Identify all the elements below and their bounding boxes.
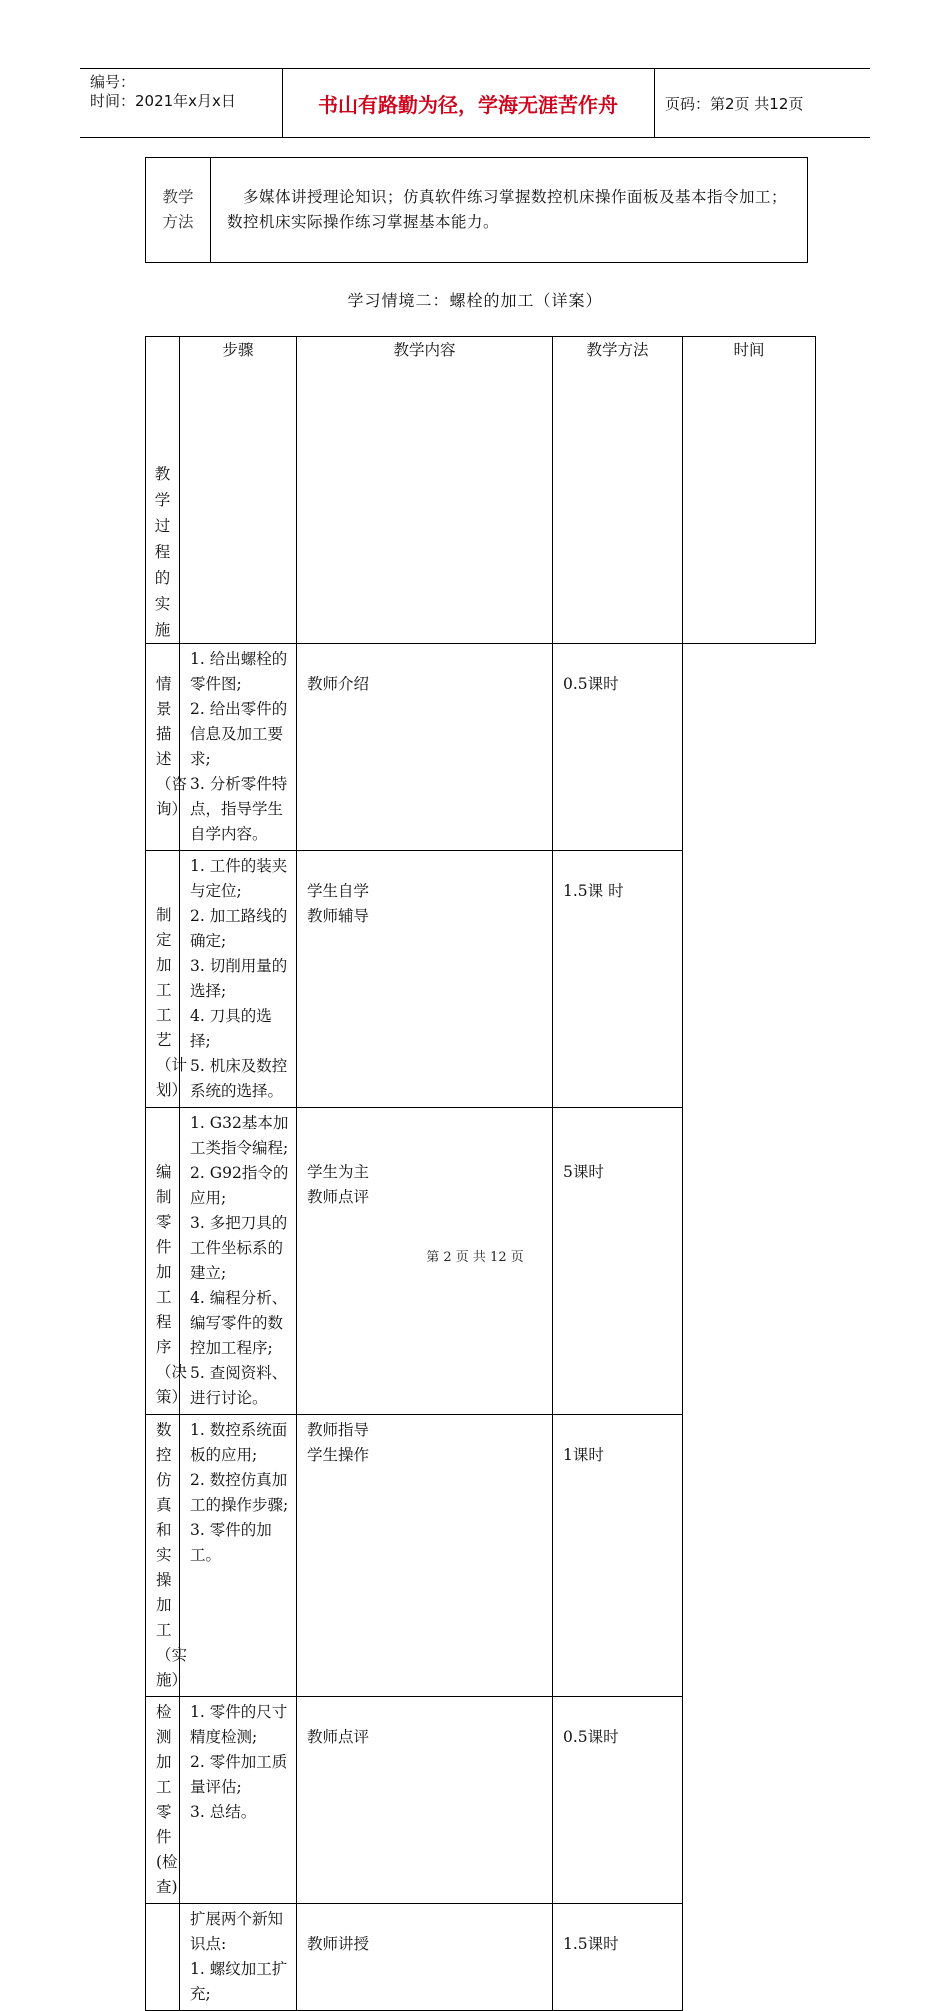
header-slogan: 书山有路勤为径，学海无涯苦作舟 [318, 92, 618, 117]
process-table [145, 336, 816, 2011]
method-cell [297, 644, 553, 851]
content-cell-line: 4. 编程分析、编写零件的数控加工程序; [190, 1289, 288, 1357]
page-header [80, 68, 870, 138]
method-label: 教学 方法 [146, 158, 211, 263]
step-cell [146, 644, 188, 851]
step-cell-line: (检查) [156, 1853, 178, 1896]
method-cell-line: 学生为主 [307, 1163, 370, 1181]
content-cell-line: 扩展两个新知识点: [190, 1910, 284, 1953]
time-cell-line: 5课时 [563, 1163, 604, 1181]
header-content: 教学内容 [297, 337, 553, 644]
side-label-char: 的 [154, 569, 171, 587]
method-cell-line: 教师讲授 [307, 1935, 370, 1953]
step-cell [146, 1697, 180, 1904]
table-row [146, 1415, 816, 1697]
time-cell-line: 0.5课时 [563, 675, 619, 693]
content-cell [180, 851, 297, 1108]
content-cell [180, 1697, 297, 1904]
content-cell-line: 1. 给出螺栓的零件图; [190, 650, 288, 693]
step-cell-line: 数控仿真和实操加工 [156, 1421, 172, 1639]
time-cell [553, 1415, 683, 1697]
content-cell [180, 1415, 297, 1697]
number-label: 编号： [90, 73, 136, 91]
step-cell-line: 检测加工零件 [156, 1703, 172, 1846]
content-cell-line: 1. G32基本加工类指令编程; [190, 1114, 289, 1157]
method-cell [297, 851, 553, 1108]
time-cell-line: 1.5课时 [563, 1935, 619, 1953]
content-cell-line: 1. 螺纹加工扩充; [190, 1960, 288, 2003]
side-label-char: 学 [154, 491, 171, 509]
time-cell-line: 1.5课 时 [563, 882, 624, 900]
side-label-char: 过 [154, 517, 171, 535]
method-cell-line: 学生操作 [307, 1446, 370, 1464]
header-step: 步骤 [180, 337, 297, 644]
method-text: 多媒体讲授理论知识；仿真软件练习掌握数控机床操作面板及基本指令加工；数控机床实际操作练习掌握基本能力。 [211, 158, 808, 263]
step-cell [146, 1415, 188, 1697]
side-label-char: 施 [154, 621, 171, 639]
section-title: 学习情境二：螺栓的加工（详案） [347, 291, 603, 310]
time-label: 时间：2021年x月x日 [90, 92, 236, 110]
page-info: 页码：第2页 共12页 [665, 94, 804, 113]
page-footer: 第 2 页 共 12 页 [426, 1250, 524, 1265]
content-cell-line: 3. 切削用量的选择; [190, 957, 288, 1000]
content-cell-line: 3. 总结。 [190, 1803, 257, 1821]
method-cell-line: 教师辅导 [307, 907, 370, 925]
time-cell-line: 0.5课时 [563, 1728, 619, 1746]
method-cell-line: 教师点评 [307, 1188, 370, 1206]
header-divider [654, 69, 655, 137]
step-cell [146, 1904, 180, 2011]
method-cell [297, 1904, 553, 2011]
content-cell-line: 2. 加工路线的确定; [190, 907, 288, 950]
method-cell [297, 1697, 553, 1904]
content-cell-line: 5. 机床及数控系统的选择。 [190, 1057, 288, 1100]
step-cell-line: （咨询） [156, 775, 188, 818]
content-cell-line: 2. 零件加工质量评估; [190, 1753, 288, 1796]
method-box [145, 157, 808, 263]
header-method: 教学方法 [553, 337, 683, 644]
content-cell-line: 1. 工件的装夹与定位; [190, 857, 288, 900]
method-cell-line: 教师指导 [307, 1421, 370, 1439]
content-cell-line: 2. 给出零件的信息及加工要求; [190, 700, 288, 768]
time-cell-line: 1课时 [563, 1446, 604, 1464]
content-cell-line: 2. 数控仿真加工的操作步骤; [190, 1471, 289, 1514]
content-cell [180, 644, 297, 851]
step-cell-line: 编制零件加工程序 [156, 1163, 172, 1356]
content-cell [180, 1904, 297, 2011]
step-cell-line: （决策） [156, 1363, 188, 1406]
method-cell-line: 教师点评 [307, 1728, 370, 1746]
step-cell-line: 制定加工工艺 [156, 906, 172, 1049]
side-label-char: 教 [154, 465, 171, 483]
table-row [146, 644, 816, 851]
content-cell-line: 5. 查阅资料、进行讨论。 [190, 1364, 288, 1407]
table-row [146, 1697, 816, 1904]
time-cell [553, 851, 683, 1108]
table-row [146, 1904, 816, 2011]
step-cell [146, 851, 188, 1108]
header-time: 时间 [683, 337, 816, 644]
time-cell [553, 1697, 683, 1904]
side-label [146, 337, 180, 644]
content-cell-line: 3. 零件的加工。 [190, 1521, 272, 1564]
table-header-row [146, 337, 816, 644]
time-cell [553, 1904, 683, 2011]
method-cell-line: 教师介绍 [307, 675, 370, 693]
content-cell-line: 1. 零件的尺寸精度检测; [190, 1703, 288, 1746]
step-cell-line: 情景描述 [156, 675, 172, 768]
side-label-char: 实 [154, 595, 171, 613]
step-cell-line: （实施） [156, 1646, 188, 1689]
method-cell [297, 1415, 553, 1697]
content-cell-line: 4. 刀具的选择; [190, 1007, 272, 1050]
content-cell-line: 3. 多把刀具的工件坐标系的建立; [190, 1214, 288, 1282]
content-cell-line: 1. 数控系统面板的应用; [190, 1421, 288, 1464]
side-label-char: 程 [154, 543, 171, 561]
content-cell-line: 3. 分析零件特点，指导学生自学内容。 [190, 775, 288, 843]
content-cell-line: 2. G92指令的应用; [190, 1164, 289, 1207]
table-row [146, 851, 816, 1108]
step-cell-line: （计划） [156, 1056, 188, 1099]
time-cell [553, 644, 683, 851]
header-meta [90, 73, 285, 111]
method-cell-line: 学生自学 [307, 882, 370, 900]
